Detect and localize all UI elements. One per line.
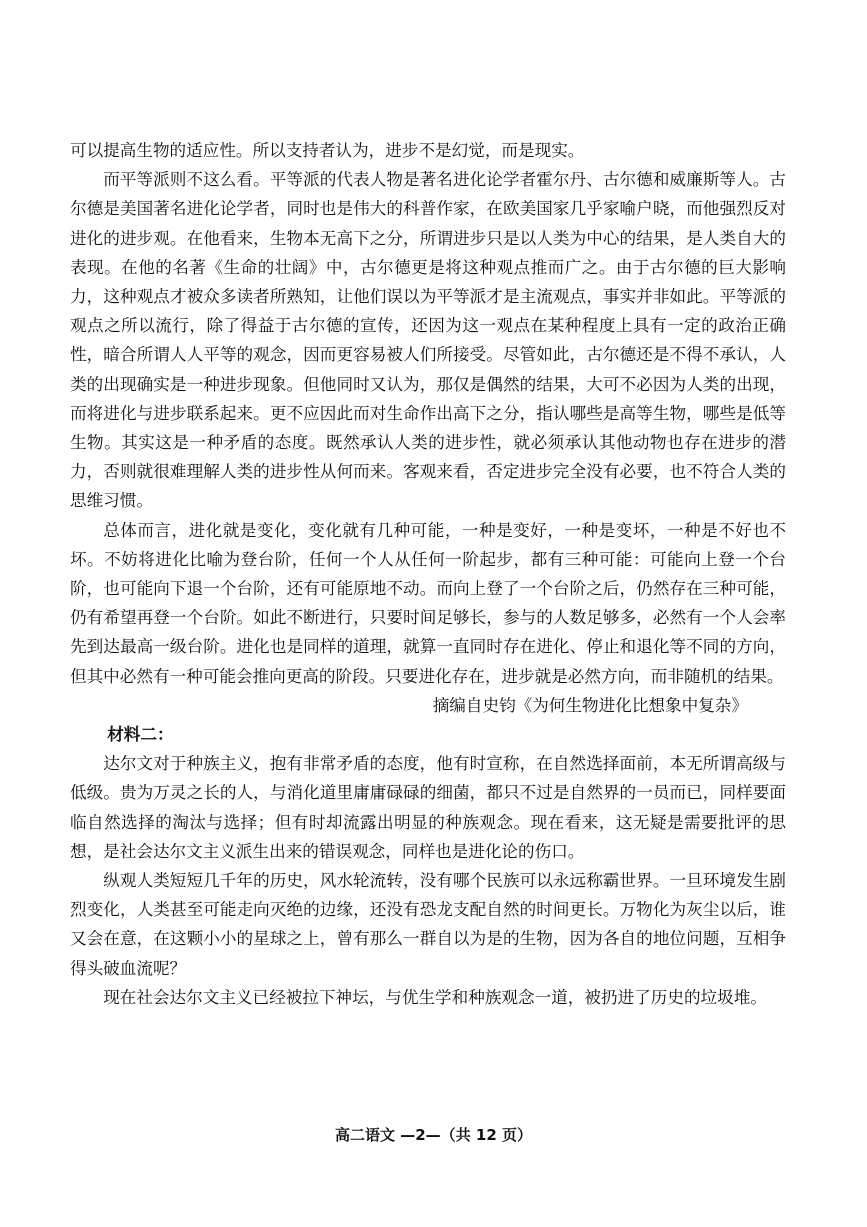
paragraph-human-history: 纵观人类短短几千年的历史，风水轮流转，没有哪个民族可以永远称霸世界。一旦环境发生剧烈变化，人类甚至可能走向灭绝的边缘，还没有恐龙支配自然的时间更长。万物化为灰尘以后，谁又会在意，在这颗小小的星球之上，曾有那么一群自以为是的生物，因为各自的地位问题，互相争得头破血流呢？: [70, 871, 786, 978]
paragraph-summary: 总体而言，进化就是变化，变化就有几种可能，一种是变好，一种是变坏，一种是不好也不坏。不妨将进化比喻为登台阶，任何一个人从任何一阶起步，都有三种可能：可能向上登一个台阶，也可能向下退一个台阶，还有可能原地不动。而向上登了一个台阶之后，仍然存在三种可能，仍有希望再登一个台阶。如此不断进行，只要时间足够长，参与的人数足够多，必然有一个人会率先到达最高一级台阶。进化也是同样的道理，就算一直同时存在进化、停止和退化等不同的方向，但其中必然有一种可能会推向更高的阶段。只要进化存在，进步就是必然方向，而非随机的结果。: [70, 520, 786, 686]
source-citation: 摘编自史钧《为何生物进化比想象中复杂》: [432, 695, 748, 715]
paragraph-continued: 可以提高生物的适应性。所以支持者认为，进步不是幻觉，而是现实。: [70, 141, 585, 160]
paragraph-darwin-racism: 达尔文对于种族主义，抱有非常矛盾的态度，他有时宣称，在自然选择面前，本无所谓高级与低级。贵为万灵之长的人，与消化道里庸庸碌碌的细菌，都只不过是自然界的一员而已，同样要面临自然选择的淘汰与选择；但有时却流露出明显的种族观念。现在看来，这无疑是需要批评的思想，是社会达尔文主义派生出来的错误观念，同样也是进化论的伤口。: [70, 754, 786, 861]
paragraph-social-darwinism: 现在社会达尔文主义已经被拉下神坛，与优生学和种族观念一道，被扔进了历史的垃圾堆。: [103, 987, 767, 1007]
material-two-heading: 材料二：: [107, 725, 174, 745]
paragraph-equality-school: 而平等派则不这么看。平等派的代表人物是著名进化论学者霍尔丹、古尔德和威廉斯等人。古尔德是美国著名进化论学者，同时也是伟大的科普作家，在欧美国家几乎家喻户晓，而他强烈反对进化的进步观。在他看来，生物本无高下之分，所谓进步只是以人类为中心的结果，是人类自大的表现。在他的名著《生命的壮阔》中，古尔德更是将这种观点推而广之。由于古尔德的巨大影响力，这种观点才被众多读者所熟知，让他们误以为平等派才是主流观点，事实并非如此。平等派的观点之所以流行，除了得益于古尔德的宣传，还因为这一观点在某种程度上具有一定的政治正确性，暗合所谓人人平等的观念，因而更容易被人们所接受。尽管如此，古尔德还是不得不承认，人类的出现确实是一种进步现象。但他同时又认为，那仅是偶然的结果，大可不必因为人类的出现，而将进化与进步联系起来。更不应因此而对生命作出高下之分，指认哪些是高等生物，哪些是低等生物。其实这是一种矛盾的态度。既然承认人类的进步性，就必须承认其他动物也存在进步的潜力，否则就很难理解人类的进步性从何而来。客观来看，否定进步完全没有必要，也不符合人类的思维习惯。: [70, 170, 786, 511]
article-body: [70, 136, 786, 1012]
page-footer: 高二语文 —2—（共 12 页）: [335, 1126, 532, 1144]
